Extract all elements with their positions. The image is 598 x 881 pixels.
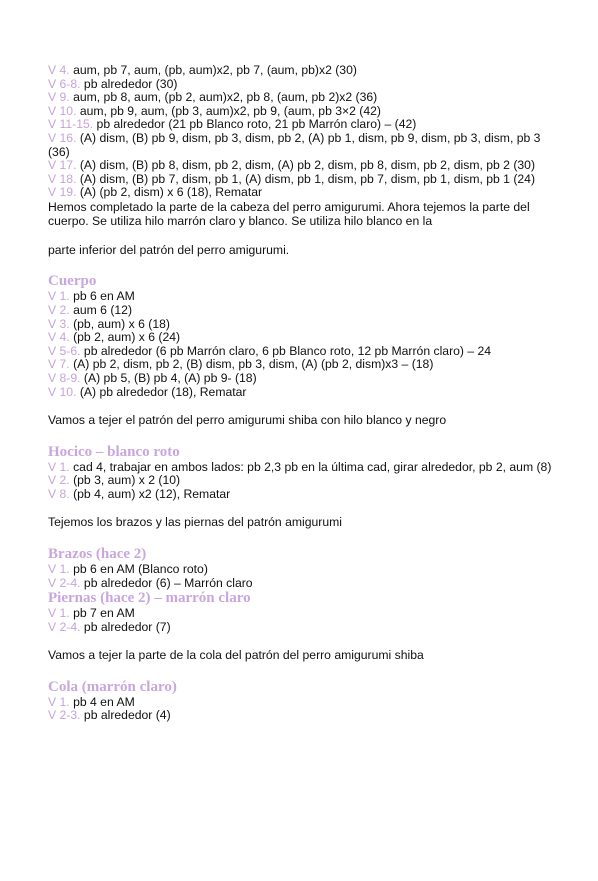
round-row: V 1. pb 6 en AM: [48, 289, 135, 304]
round-row: V 16. (A) dism, (B) pb 9, dism, pb 3, dism, pb 2, (A) pb 1, dism, pb 9, dism, pb 3, dism, pb 3 (36): [48, 130, 544, 159]
section-title-brazos: Brazos (hace 2): [48, 545, 147, 562]
round-row: V 10. (A) pb alrededor (18), Rematar: [48, 384, 247, 399]
brazos-rounds: [48, 563, 558, 590]
section-title-cuerpo: Cuerpo: [48, 273, 97, 290]
round-row: V 7. (A) pb 2, dism, pb 2, (B) dism, pb 3, dism, (A) (pb 2, dism)x3 – (18): [48, 357, 434, 372]
round-row: V 18. (A) dism, (B) pb 7, dism, pb 1, (A) dism, pb 1, dism, pb 7, dism, pb 1, dism, pb 1 (24): [48, 171, 536, 186]
round-row: V 3. (pb, aum) x 6 (18): [48, 316, 170, 331]
round-row: V 2-3. pb alrededor (4): [48, 708, 171, 723]
round-row: V 11-15. pb alrededor (21 pb Blanco roto, 21 pb Marrón claro) – (42): [48, 117, 417, 132]
cuerpo-rounds: [48, 290, 558, 399]
round-row: V 8-9. (A) pb 5, (B) pb 4, (A) pb 9- (18): [48, 371, 257, 385]
round-row: V 2. (pb 3, aum) x 2 (10): [48, 473, 181, 488]
round-row: V 1. cad 4, trabajar en ambos lados: pb 2,3 pb en la última cad, girar alrededor, pb 2, aum (8): [48, 459, 552, 474]
brazos-paragraph: Tejemos los brazos y las piernas del patrón amigurumi: [48, 515, 342, 530]
hocico-rounds: [48, 461, 558, 502]
round-row: V 1. pb 7 en AM: [48, 606, 135, 621]
round-row: V 5-6. pb alrededor (6 pb Marrón claro, 6 pb Blanco roto, 12 pb Marrón claro) – 24: [48, 343, 492, 358]
head-rounds: [48, 64, 558, 200]
section-title-piernas: Piernas (hace 2) – marrón claro: [48, 590, 251, 607]
round-row: V 1. pb 6 en AM (Blanco roto): [48, 561, 208, 576]
round-row: V 2. aum 6 (12): [48, 303, 133, 318]
round-row: V 2-4. pb alrededor (7): [48, 619, 171, 634]
round-row: V 17. (A) dism, (B) pb 8, dism, pb 2, dism, (A) pb 2, dism, pb 8, dism, pb 2, dism, pb 2 (30): [48, 158, 536, 173]
round-row: V 19. (A) (pb 2, dism) x 6 (18), Rematar: [48, 185, 263, 200]
head-complete-paragraph: Hemos completado la parte de la cabeza del perro amigurumi. Ahora tejemos la parte del cuerpo. Se utiliza hilo marrón claro y blanco. Se utiliza hilo blanco en la: [48, 199, 530, 229]
round-row: V 6-8. pb alrededor (30): [48, 76, 178, 91]
shiba-paragraph: Vamos a tejer el patrón del perro amigurumi shiba con hilo blanco y negro: [48, 413, 447, 428]
cola-rounds: [48, 696, 558, 723]
round-row: V 2-4. pb alrededor (6) – Marrón claro: [48, 575, 253, 590]
round-row: V 8. (pb 4, aum) x2 (12), Rematar: [48, 486, 231, 501]
round-row: V 4. aum, pb 7, aum, (pb, aum)x2, pb 7, (aum, pb)x2 (30): [48, 63, 357, 77]
section-title-hocico: Hocico – blanco roto: [48, 443, 180, 460]
round-row: V 1. pb 4 en AM: [48, 694, 135, 709]
head-complete-paragraph-cont: parte inferior del patrón del perro amigurumi.: [48, 242, 290, 257]
round-row: V 4. (pb 2, aum) x 6 (24): [48, 330, 181, 345]
piernas-rounds: [48, 607, 558, 634]
round-row: V 9. aum, pb 8, aum, (pb 2, aum)x2, pb 8, (aum, pb 2)x2 (36): [48, 90, 378, 105]
round-row: V 10. aum, pb 9, aum, (pb 3, aum)x2, pb 9, (aum, pb 3×2 (42): [48, 103, 381, 118]
section-title-cola: Cola (marrón claro): [48, 678, 177, 695]
cola-paragraph: Vamos a tejer la parte de la cola del patrón del perro amigurumi shiba: [48, 648, 424, 663]
